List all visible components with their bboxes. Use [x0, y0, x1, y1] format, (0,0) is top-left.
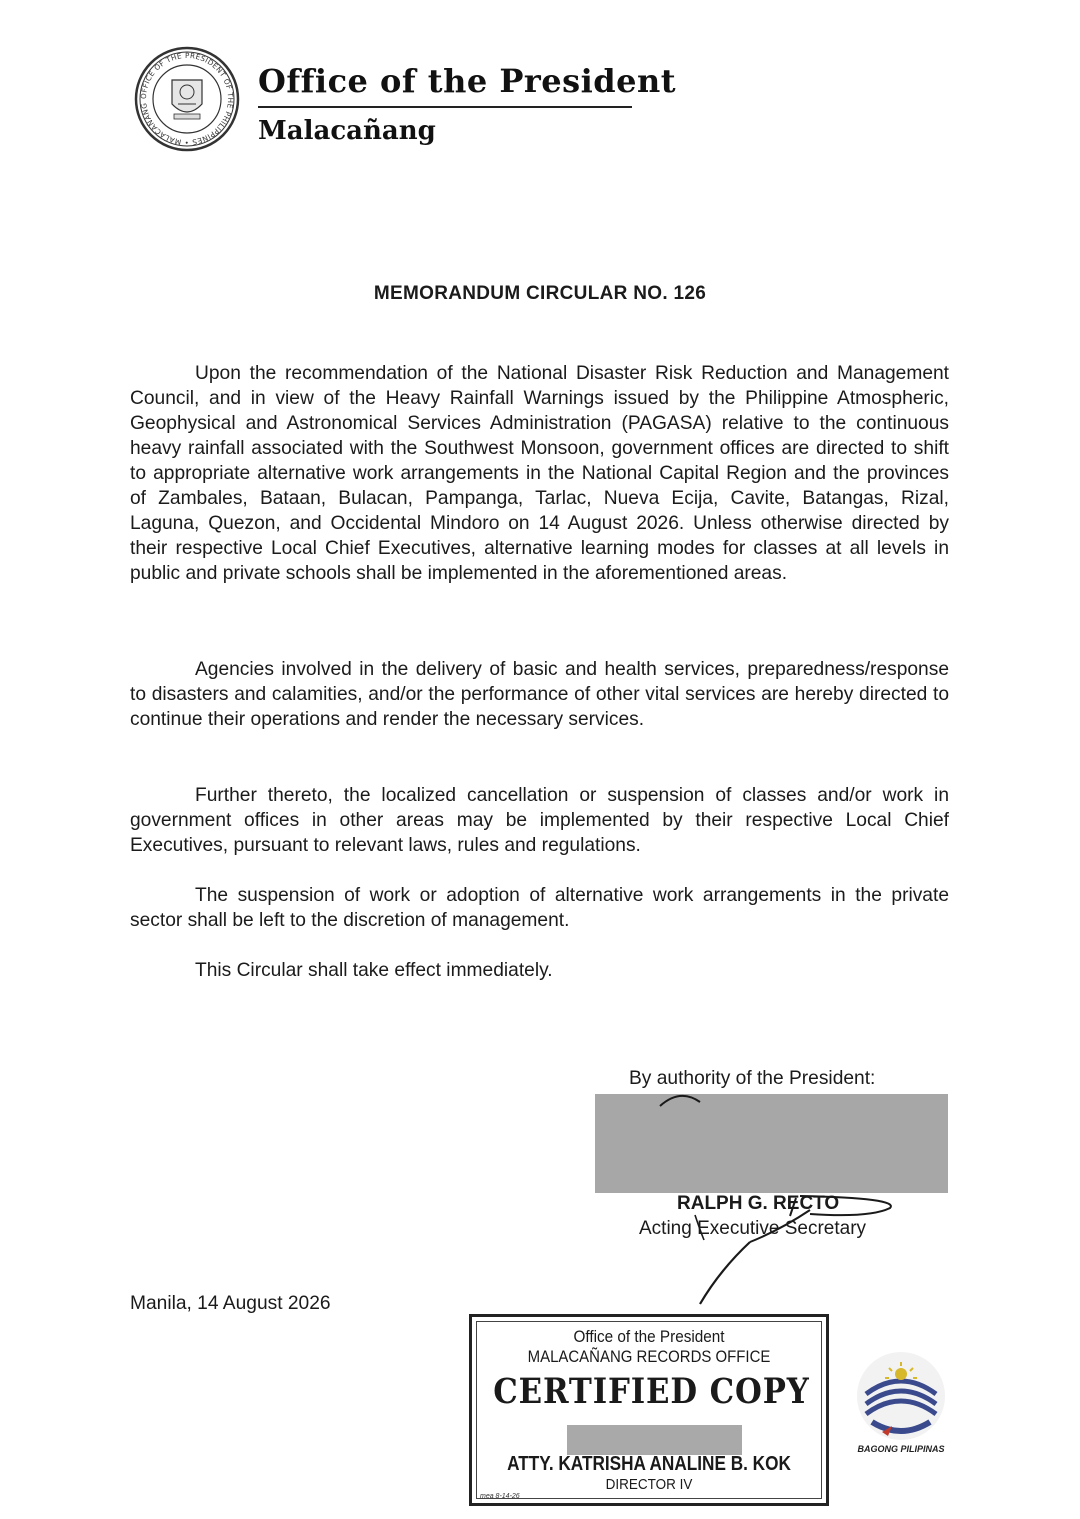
presidential-seal-icon — [134, 44, 240, 154]
memo-paragraph: Agencies involved in the delivery of basic and health services, preparedness/response to disasters and calamities, and/or the performance of other vital services are hereby directed to continue their operations and render the necessary services. — [130, 659, 949, 730]
certified-copy-stamp — [469, 1314, 829, 1506]
bagong-pilipinas-label: BAGONG PILIPINAS — [857, 1444, 945, 1454]
redacted-stamp-signature — [567, 1425, 742, 1455]
signer-title: Acting Executive Secretary — [639, 1218, 867, 1239]
stamp-office: Office of the President — [573, 1327, 725, 1346]
stamp-certified-copy: CERTIFIED COPY — [493, 1371, 810, 1412]
office-location: Malacañang — [258, 116, 436, 146]
memo-title: MEMORANDUM CIRCULAR NO. 126 — [373, 283, 707, 304]
place-date: Manila, 14 August 2026 — [130, 1293, 331, 1314]
svg-text:OFFICE OF THE PRESIDENT OF THE: OFFICE OF THE PRESIDENT OF THE PHILIPPINES • MALACAÑANG — [138, 50, 236, 148]
memo-paragraph: This Circular shall take effect immediately. — [195, 960, 553, 981]
memo-paragraph: The suspension of work or adoption of alternative work arrangements in the private sector shall be left to the discretion of management. — [130, 885, 949, 931]
redacted-signature — [595, 1094, 948, 1193]
bagong-pilipinas-logo-icon — [852, 1348, 950, 1444]
memo-paragraph: Further thereto, the localized cancellation or suspension of classes and/or work in government offices in other areas may be implemented by their respective Local Chief Executives, pursuant to relevant laws, rules and regulations. — [130, 785, 949, 856]
stamp-initials-note: mea 8-14-26 — [480, 1493, 520, 1500]
header-rule — [258, 106, 632, 108]
authority-line: By authority of the President: — [629, 1068, 876, 1089]
stamp-officer-name: ATTY. KATRISHA ANALINE B. KOK — [507, 1453, 791, 1475]
signer-name: RALPH G. RECTO — [677, 1193, 840, 1214]
office-title: Office of the President — [258, 62, 677, 100]
memo-paragraph: Upon the recommendation of the National Disaster Risk Reduction and Management Council, and in view of the Heavy Rainfall Warnings issued by the Philippine Atmospheric, Geophysical and Astronomical Services Administration (PAGASA) relative to the continuous heavy rainfall associated with the Southwest Monsoon, government offices are directed to shift to appropriate alternative work arrangements in the National Capital Region and the provinces of Zambales, Bataan, Bulacan, Pampanga, Tarlac, Nueva Ecija, Cavite, Batangas, Rizal, Laguna, Quezon, and Occidental Mindoro on 14 August 2026. Unless otherwise directed by their respective Local Chief Executives, alternative learning modes for classes at all levels in public and private schools shall be implemented in the aforementioned areas. — [130, 363, 949, 584]
stamp-records-office: MALACAÑANG RECORDS OFFICE — [527, 1347, 771, 1366]
stamp-officer-position: DIRECTOR IV — [605, 1476, 693, 1493]
